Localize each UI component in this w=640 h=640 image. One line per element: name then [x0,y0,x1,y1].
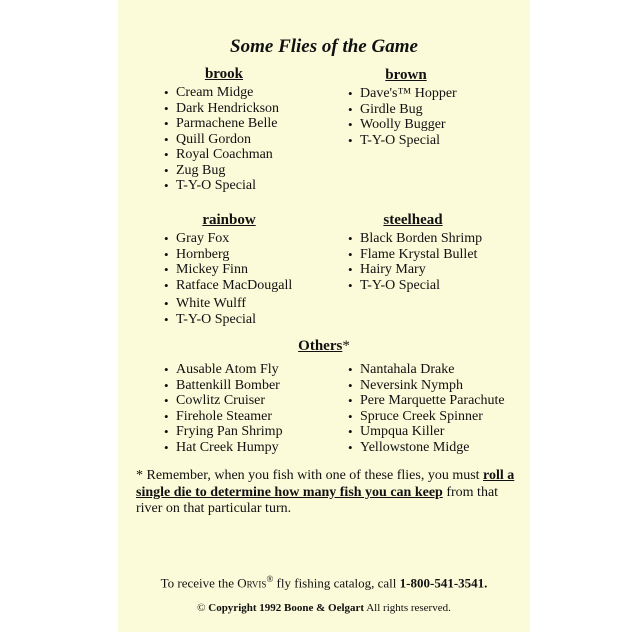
rule-note [136,468,516,518]
registered-mark: ® [266,574,274,584]
list-item: • Firehole Steamer [164,409,344,425]
catalog-before: To receive the [160,575,235,591]
list-item: • T-Y-O Special [348,133,528,149]
orvis-brand: Orvis [237,575,267,591]
fly-list-rainbow [164,231,344,327]
others-asterisk: * [342,338,350,354]
list-item: • Girdle Bug [348,102,528,118]
list-item: • Quill Gordon [164,132,344,148]
fly-list-brown [348,86,528,148]
list-item: • Ratface MacDougall [164,278,344,294]
list-item: • Black Borden Shrimp [348,231,528,247]
list-item: • Neversink Nymph [348,378,528,394]
note-emphasis: roll a single die to determine how many fish you can keep [136,468,515,500]
game-card [118,0,530,632]
list-item: • Dave's™ Hopper [348,86,528,102]
list-item: • T-Y-O Special [164,178,344,194]
section-rainbow [164,212,344,327]
list-item: • Flame Krystal Bullet [348,247,528,263]
others-heading-text: Others [298,338,343,354]
copyright-rights: All rights reserved. [366,602,451,614]
list-item: • Hat Creek Humpy [164,440,344,456]
fly-list-others-right [348,362,528,455]
list-item: • Umpqua Killer [348,424,528,440]
list-item: • White Wulff [164,296,344,312]
fly-list-brook [164,85,344,194]
list-item: • Royal Coachman [164,147,344,163]
list-item: • Parmachene Belle [164,116,344,132]
catalog-line [118,574,530,591]
list-item: • Spruce Creek Spinner [348,409,528,425]
copyright-line [118,602,530,614]
fly-list-others-left [164,362,344,455]
catalog-after: fly fishing catalog, call [276,575,397,591]
copyright-holder: Copyright 1992 Boone & Oelgart [208,602,365,614]
section-brook [164,66,344,194]
list-item: • Frying Pan Shrimp [164,424,344,440]
section-heading-brown: brown [385,67,427,83]
section-heading-rainbow: rainbow [202,212,256,228]
section-others-left [164,362,344,455]
phone-number: 1-800-541-3541. [399,575,488,591]
section-others-right [348,362,528,455]
list-item: • Battenkill Bomber [164,378,344,394]
list-item: • Gray Fox [164,231,344,247]
list-item: • Nantahala Drake [348,362,528,378]
list-item: • Pere Marquette Parachute [348,393,528,409]
section-steelhead [348,212,528,293]
list-item: • Zug Bug [164,163,344,179]
list-item: • Ausable Atom Fly [164,362,344,378]
page-title: Some Flies of the Game [230,36,418,57]
list-item: • Dark Hendrickson [164,101,344,117]
note-suffix: from that river on that particular turn. [136,484,499,516]
copyright-symbol: © [197,602,206,614]
list-item: • Hornberg [164,247,344,263]
list-item: • Woolly Bugger [348,117,528,133]
fly-list-steelhead [348,231,528,293]
list-item: • Yellowstone Midge [348,440,528,456]
list-item: • Cowlitz Cruiser [164,393,344,409]
section-heading-others [118,338,530,355]
list-item: • T-Y-O Special [164,312,344,328]
list-item: • Mickey Finn [164,262,344,278]
section-heading-steelhead: steelhead [383,212,443,228]
section-brown [348,67,528,148]
list-item: • Hairy Mary [348,262,528,278]
section-heading-brook: brook [204,66,244,82]
list-item: • Cream Midge [164,85,344,101]
note-prefix: * Remember, when you fish with one of these flies, you must [136,468,480,483]
list-item: • T-Y-O Special [348,278,528,294]
